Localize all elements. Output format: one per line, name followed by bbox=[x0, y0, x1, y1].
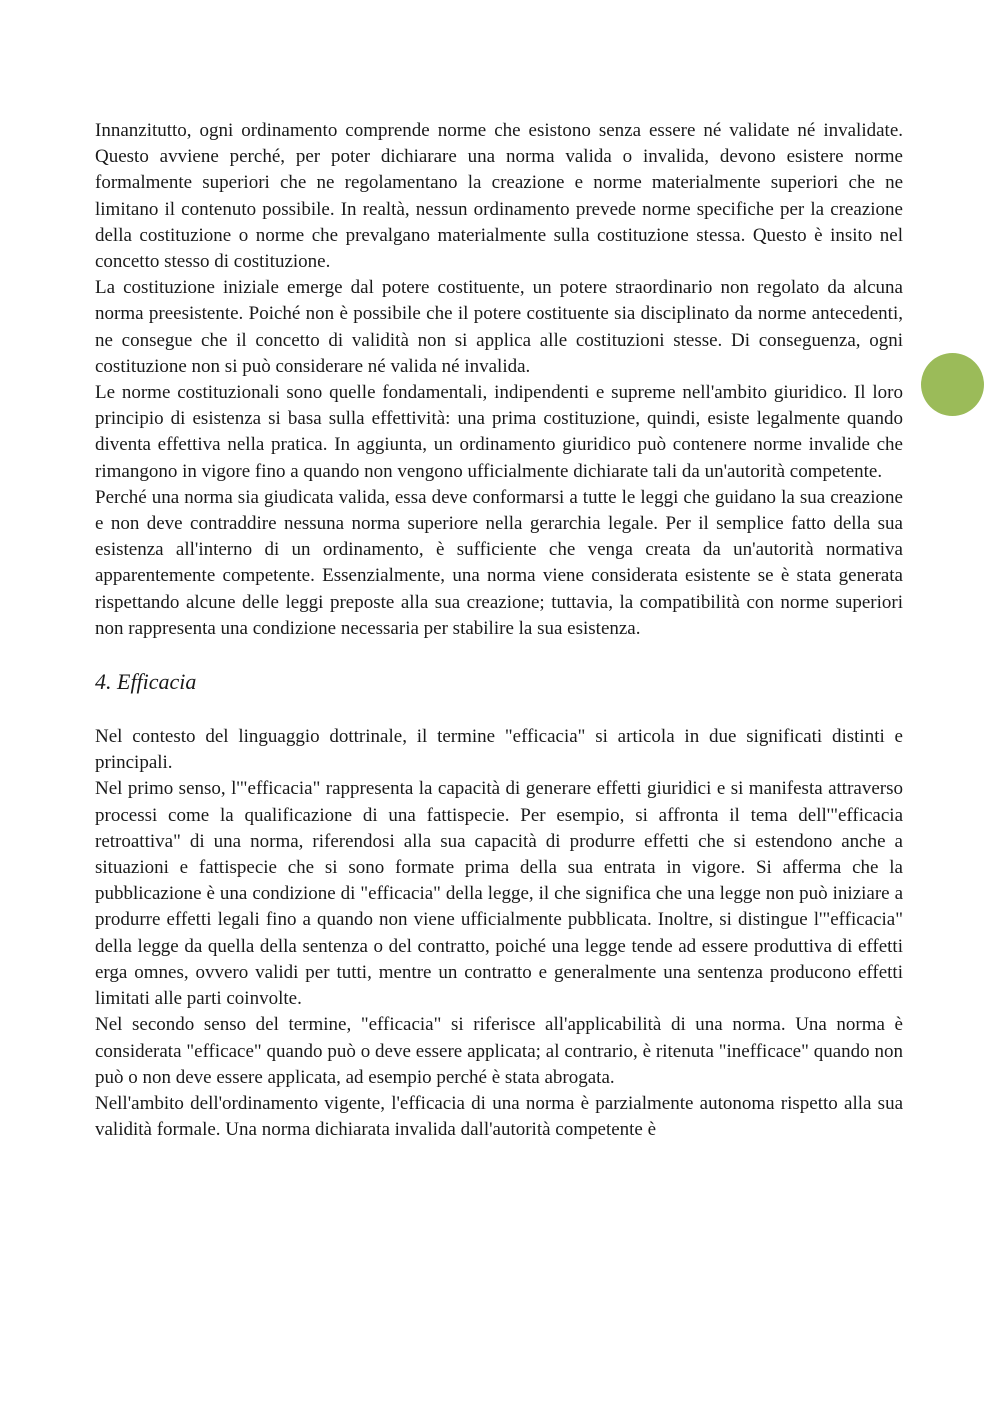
paragraph: Nel primo senso, l'"efficacia" rappresenta la capacità di generare effetti giuridici e si manifesta attraverso processi come la qualificazione di una fattispecie. Per esempio, si affronta il tema dell'"efficacia retroattiva" di una norma, riferendosi alla sua capacità di produrre effetti che si estendono anche a situazioni e fattispecie che si sono formate prima della sua entrata in vigore. Si afferma che la pubblicazione è una condizione di "efficacia" della legge, il che significa che una legge non può iniziare a produrre effetti legali fino a quando non viene ufficialmente pubblicata. Inoltre, si distingue l'"efficacia" della legge da quella della sentenza o del contratto, poiché una legge tende ad essere produttiva di effetti erga omnes, ovvero validi per tutti, mentre un contratto e generalmente una sentenza producono effetti limitati alle parti coinvolte. bbox=[95, 778, 903, 1010]
paragraph: Nel contesto del linguaggio dottrinale, il termine "efficacia" si articola in due significati distinti e principali. bbox=[95, 726, 903, 774]
paragraph: Innanzitutto, ogni ordinamento comprende norme che esistono senza essere né validate né invalidate. Questo avviene perché, per poter dichiarare una norma valida o invalida, devono esistere norme formalmente superiori che ne regolamentano la creazione e norme materialmente superiori che ne limitano il contenuto possibile. In realtà, nessun ordinamento prevede norme specifiche per la creazione della costituzione o norme che prevalgano materialmente sulla costituzione stessa. Questo è insito nel concetto stesso di costituzione. bbox=[95, 120, 903, 273]
paragraph: Nel secondo senso del termine, "efficacia" si riferisce all'applicabilità di una norma. Una norma è considerata "efficace" quando può o deve essere applicata; al contrario, è ritenuta "inefficace" quando non può o non deve essere applicata, ad esempio perché è stata abrogata. bbox=[95, 1014, 903, 1088]
document-page bbox=[95, 118, 903, 1143]
paragraph: Perché una norma sia giudicata valida, essa deve conformarsi a tutte le leggi che guidano la sua creazione e non deve contraddire nessuna norma superiore nella gerarchia legale. Per il semplice fatto della sua esistenza all'interno di un ordinamento, è sufficiente che venga creata da un'autorità normativa apparentemente competente. Essenzialmente, una norma viene considerata esistente se è stata generata rispettando alcune delle leggi preposte alla sua creazione; tuttavia, la compatibilità con norme superiori non rappresenta una condizione necessaria per stabilire la sua esistenza. bbox=[95, 486, 903, 639]
decorative-circle-icon bbox=[921, 353, 984, 416]
paragraph: Le norme costituzionali sono quelle fondamentali, indipendenti e supreme nell'ambito giuridico. Il loro principio di esistenza si basa sulla effettività: una prima costituzione, quindi, esiste legalmente quando diventa effettiva nella pratica. In aggiunta, un ordinamento giuridico può contenere norme invalide che rimangono in vigore fino a quando non vengono ufficialmente dichiarate tali da un'autorità competente. bbox=[95, 382, 903, 482]
paragraph: La costituzione iniziale emerge dal potere costituente, un potere straordinario non regolato da alcuna norma preesistente. Poiché non è possibile che il potere costituente sia disciplinato da norme antecedenti, ne consegue che il concetto di validità non si applica alle costituzioni stesse. Di conseguenza, ogni costituzione non si può considerare né valida né invalida. bbox=[95, 277, 903, 377]
section-heading: 4. Efficacia bbox=[95, 669, 197, 695]
paragraph: Nell'ambito dell'ordinamento vigente, l'efficacia di una norma è parzialmente autonoma rispetto alla sua validità formale. Una norma dichiarata invalida dall'autorità competente è bbox=[95, 1092, 903, 1141]
